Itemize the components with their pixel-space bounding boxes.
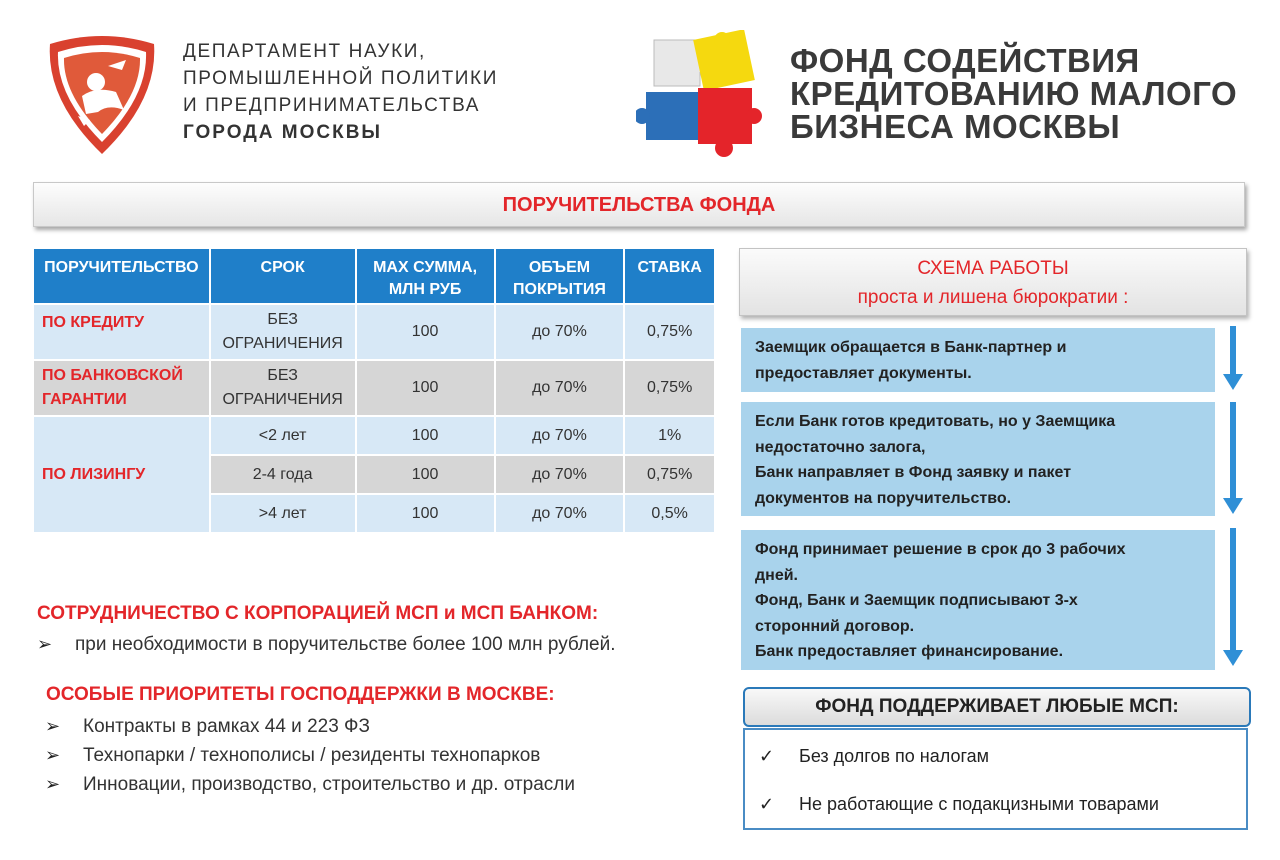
col-header-max-sum: MAX СУММА, МЛН РУБ [357,249,494,303]
cell-term: <2 лет [211,417,355,454]
supports-heading: ФОНД ПОДДЕРЖИВАЕТ ЛЮБЫЕ МСП: [743,687,1251,727]
moscow-coat-of-arms-logo [38,30,166,158]
list-item: ✓ Без долгов по налогам [759,746,990,767]
row-label: ПО КРЕДИТУ [34,305,209,359]
checkmark-icon: ✓ [759,794,775,815]
list-item: ➢ Инновации, производство, строительство и др. отрасли [45,770,575,799]
table-row [34,361,714,415]
scheme-title: СХЕМА РАБОТЫ [917,258,1069,279]
cooperation-heading: СОТРУДНИЧЕСТВО С КОРПОРАЦИЕЙ МСП и МСП БАНКОМ: [37,603,599,624]
page-title-bar [33,182,1245,227]
list-item: ➢ Технопарки / технополисы / резиденты технопарков [45,741,575,770]
cell-coverage: до 70% [496,456,624,493]
cell-term: 2-4 года [211,456,355,493]
cell-sum: 100 [357,417,494,454]
cell-rate: 0,75% [625,361,714,415]
cell-rate: 0,75% [625,456,714,493]
puzzle-logo [636,30,776,160]
cell-term: >4 лет [211,495,355,532]
page-title: ПОРУЧИТЕЛЬСТВА ФОНДА [502,194,776,216]
checkmark-icon: ✓ [759,746,775,767]
table-header-row [34,249,714,303]
list-item: ➢ Контракты в рамках 44 и 223 ФЗ [45,712,575,741]
scheme-step-1: Заемщик обращается в Банк-партнер и предоставляет документы. [741,328,1215,392]
scheme-step-3: Фонд принимает решение в срок до 3 рабочих дней. Фонд, Банк и Заемщик подписывают 3-х сторонний договор. Банк предоставляет финансирование. [741,530,1215,670]
row-label: ПО БАНКОВСКОЙ ГАРАНТИИ [34,361,209,415]
col-header-guarantee: ПОРУЧИТЕЛЬСТВО [34,249,209,303]
fund-name: ФОНД СОДЕЙСТВИЯ КРЕДИТОВАНИЮ МАЛОГО БИЗНЕСА МОСКВЫ [790,42,1238,145]
cell-rate: 1% [625,417,714,454]
col-header-coverage: ОБЪЕМ ПОКРЫТИЯ [496,249,624,303]
priorities-heading: ОСОБЫЕ ПРИОРИТЕТЫ ГОСПОДДЕРЖКИ В МОСКВЕ: [46,684,555,705]
cell-sum: 100 [357,456,494,493]
department-name: ДЕПАРТАМЕНТ НАУКИ, ПРОМЫШЛЕННОЙ ПОЛИТИКИ И ПРЕДПРИНИМАТЕЛЬСТВА ГОРОДА МОСКВЫ [183,41,498,143]
cooperation-list [37,630,616,659]
cell-rate: 0,75% [625,305,714,359]
list-item: ➢ при необходимости в поручительстве более 100 млн рублей. [37,630,616,659]
scheme-step-2: Если Банк готов кредитовать, но у Заемщика недостаточно залога, Банк направляет в Фонд заявку и пакет документов на поручительство. [741,402,1215,516]
cell-sum: 100 [357,361,494,415]
row-label: ПО ЛИЗИНГУ [34,417,209,532]
arrow-down-icon [1222,326,1244,392]
cell-coverage: до 70% [496,495,624,532]
scheme-header [739,248,1247,316]
guarantees-table [32,247,716,534]
list-item: ✓ Не работающие с подакцизными товарами [759,794,1159,815]
cell-sum: 100 [357,305,494,359]
table-row [34,305,714,359]
scheme-subtitle: проста и лишена бюрократии : [857,287,1129,308]
cell-coverage: до 70% [496,305,624,359]
cell-term: БЕЗ ОГРАНИЧЕНИЯ [211,305,355,359]
cell-coverage: до 70% [496,417,624,454]
arrow-down-icon [1222,528,1244,668]
cell-sum: 100 [357,495,494,532]
supports-list [743,728,1248,830]
cell-coverage: до 70% [496,361,624,415]
cell-rate: 0,5% [625,495,714,532]
arrow-down-icon [1222,402,1244,516]
cell-term: БЕЗ ОГРАНИЧЕНИЯ [211,361,355,415]
priorities-list [45,712,575,799]
col-header-term: СРОК [211,249,355,303]
table-row [34,417,714,454]
col-header-rate: СТАВКА [625,249,714,303]
